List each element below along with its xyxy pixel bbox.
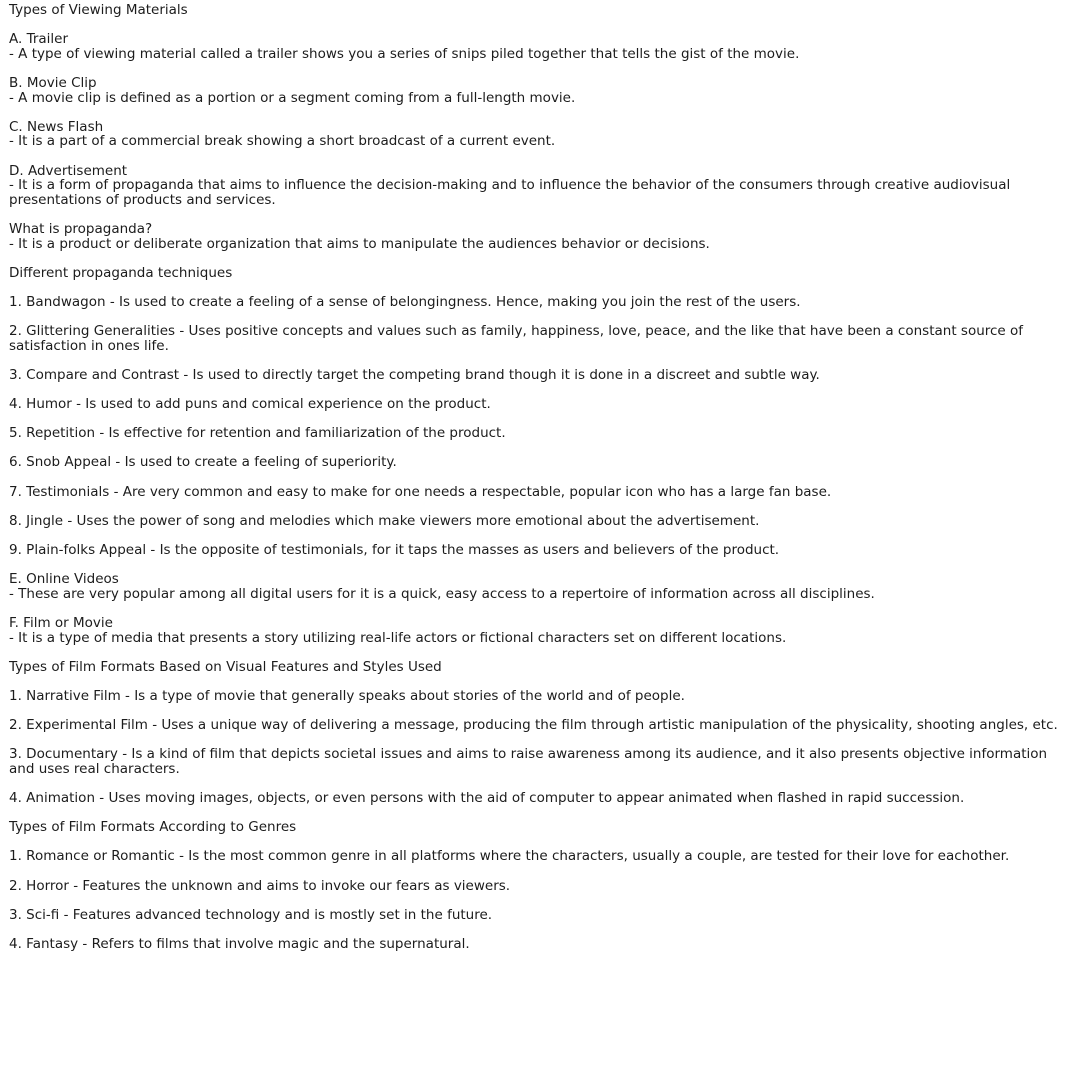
- visual-format-text: 3. Documentary - Is a kind of film that depicts societal issues and aims to raise awareness among its audience, and it also presents objective information and uses real characters.: [9, 746, 1048, 777]
- section-advertisement: [9, 164, 1071, 208]
- technique-item: [9, 455, 1071, 470]
- techniques-heading: Different propaganda techniques: [9, 264, 233, 281]
- technique-text: 8. Jingle - Uses the power of song and melodies which make viewers more emotional about the advertisement.: [9, 512, 760, 529]
- section-heading-advertisement: D. Advertisement: [9, 162, 128, 179]
- section-film-movie: [9, 616, 1071, 645]
- technique-item: [9, 295, 1071, 310]
- section-heading-movie-clip: B. Movie Clip: [9, 74, 97, 91]
- section-heading-online-videos: E. Online Videos: [9, 571, 119, 588]
- technique-text: 7. Testimonials - Are very common and easy to make for one needs a respectable, popular icon who has a large fan base.: [9, 483, 832, 500]
- visual-format-item: [9, 689, 1071, 704]
- document-title: Types of Viewing Materials: [9, 2, 188, 18]
- technique-text: 9. Plain-folks Appeal - Is the opposite of testimonials, for it taps the masses as users and believers of the product.: [9, 541, 780, 558]
- visual-format-text: 1. Narrative Film - Is a type of movie that generally speaks about stories of the world and of people.: [9, 687, 685, 704]
- visual-format-item: [9, 747, 1071, 776]
- technique-item: [9, 397, 1071, 412]
- section-trailer: [9, 32, 1071, 61]
- section-text-advertisement: - It is a form of propaganda that aims to influence the decision-making and to influence the behavior of the consumers through creative audiovisual presentations of products and services.: [9, 177, 1011, 208]
- visual-format-item: [9, 791, 1071, 806]
- technique-item: [9, 485, 1071, 500]
- section-movie-clip: [9, 76, 1071, 105]
- document-title-block: [9, 3, 1071, 18]
- technique-text: 5. Repetition - Is effective for retention and familiarization of the product.: [9, 425, 506, 442]
- section-text-trailer: - A type of viewing material called a trailer shows you a series of snips piled together that tells the gist of the movie.: [9, 45, 800, 62]
- technique-text: 4. Humor - Is used to add puns and comical experience on the product.: [9, 396, 491, 413]
- technique-item: [9, 368, 1071, 383]
- technique-item: [9, 324, 1071, 353]
- techniques-heading-block: [9, 266, 1071, 281]
- visual-formats-heading: Types of Film Formats Based on Visual Features and Styles Used: [9, 658, 442, 675]
- section-heading-film-movie: F. Film or Movie: [9, 614, 113, 631]
- section-text-news-flash: - It is a part of a commercial break showing a short broadcast of a current event.: [9, 133, 556, 150]
- genre-text: 2. Horror - Features the unknown and aims to invoke our fears as viewers.: [9, 877, 511, 894]
- technique-item: [9, 514, 1071, 529]
- section-heading-trailer: A. Trailer: [9, 31, 69, 48]
- visual-formats-heading-block: [9, 660, 1071, 675]
- visual-format-item: [9, 718, 1071, 733]
- genres-heading: Types of Film Formats According to Genres: [9, 819, 297, 836]
- section-text-online-videos: - These are very popular among all digital users for it is a quick, easy access to a repertoire of information across all disciplines.: [9, 585, 875, 602]
- section-text-movie-clip: - A movie clip is defined as a portion or a segment coming from a full-length movie.: [9, 89, 576, 106]
- section-news-flash: [9, 120, 1071, 149]
- section-propaganda: [9, 222, 1071, 251]
- genre-text: 1. Romance or Romantic - Is the most common genre in all platforms where the characters, usually a couple, are tested for their love for eachother.: [9, 848, 1010, 865]
- section-text-film-movie: - It is a type of media that presents a story utilizing real-life actors or fictional characters set on different locations.: [9, 629, 787, 646]
- technique-text: 6. Snob Appeal - Is used to create a feeling of superiority.: [9, 454, 397, 471]
- technique-item: [9, 426, 1071, 441]
- genre-text: 3. Sci-fi - Features advanced technology and is mostly set in the future.: [9, 906, 493, 923]
- visual-format-text: 2. Experimental Film - Uses a unique way of delivering a message, producing the film through artistic manipulation of the physicality, shooting angles, etc.: [9, 717, 1058, 734]
- section-online-videos: [9, 572, 1071, 601]
- genre-item: [9, 908, 1071, 923]
- genre-item: [9, 879, 1071, 894]
- section-text-propaganda: - It is a product or deliberate organization that aims to manipulate the audiences behavior or decisions.: [9, 235, 710, 252]
- technique-text: 1. Bandwagon - Is used to create a feeling of a sense of belongingness. Hence, making you join the rest of the users.: [9, 293, 801, 310]
- section-heading-propaganda: What is propaganda?: [9, 220, 153, 237]
- technique-item: [9, 543, 1071, 558]
- genre-item: [9, 849, 1071, 864]
- visual-format-text: 4. Animation - Uses moving images, objects, or even persons with the aid of computer to appear animated when flashed in rapid succession.: [9, 790, 965, 807]
- document-body: [9, 3, 1071, 966]
- technique-text: 3. Compare and Contrast - Is used to directly target the competing brand though it is done in a discreet and subtle way.: [9, 366, 820, 383]
- technique-text: 2. Glittering Generalities - Uses positive concepts and values such as family, happiness, love, peace, and the like that have been a constant source of satisfaction in ones life.: [9, 323, 1024, 354]
- genres-heading-block: [9, 820, 1071, 835]
- genre-item: [9, 937, 1071, 952]
- genre-text: 4. Fantasy - Refers to films that involve magic and the supernatural.: [9, 936, 470, 952]
- section-heading-news-flash: C. News Flash: [9, 118, 104, 135]
